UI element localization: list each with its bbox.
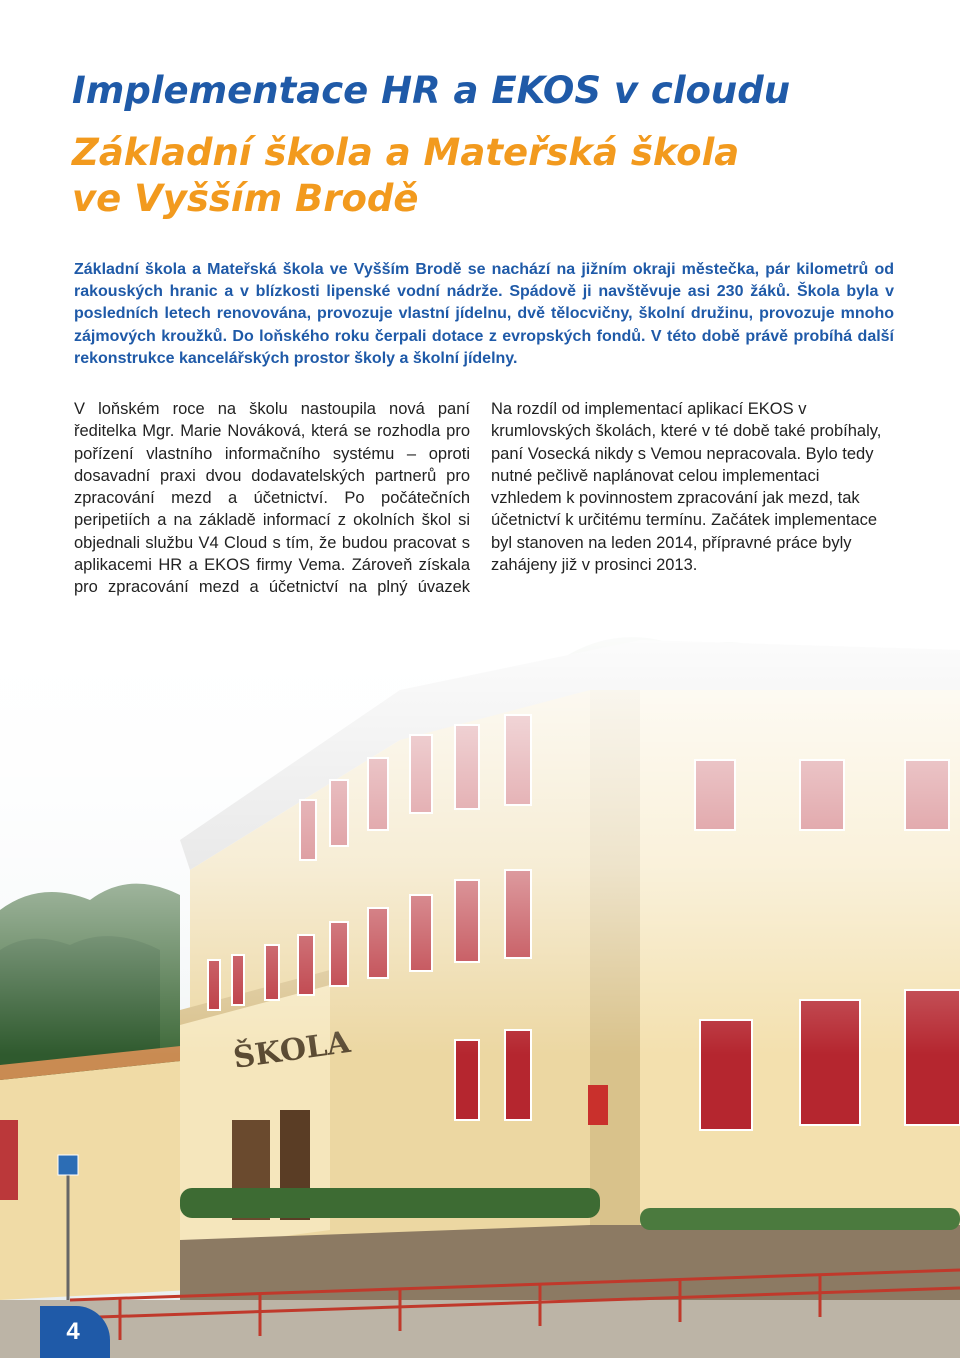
intro-paragraph: Základní škola a Mateřská škola ve Vyšším Brodě se nachází na jižním okraji městečka, pár kilometrů od rakouských hranic a v blízkosti lipenské vodní nádrže. Spádově ji navštěvuje asi 230 žáků. Škola byla v posledních letech renovována, provozuje vlastní jídelnu, dvě tělocvičny, školní družinu, provozuje mnoho zájmových kroužků. Do loňského roku čerpali dotace z evropských fondů. V této době právě probíhá další rekonstrukce kancelářských prostor školy a školní jídelny. — [74, 261, 894, 367]
school-building-photo — [0, 600, 960, 1358]
subtitle-line-1: Základní škola a Mateřská škola — [72, 131, 740, 174]
subtitle-line-2: ve Vyšším Brodě — [72, 177, 419, 220]
page-number: 4 — [66, 1318, 80, 1345]
page-title: Implementace HR a EKOS v cloudu — [72, 69, 791, 112]
left-column-text: V loňském roce na školu nastoupila nová paní ředitelka Mgr. Marie Nováková, která se rozhodla pro pořízení vlastního informačního systému – oproti dosavadní praxi dvou dodavatelských partnerů pro zpracování mezd a účetnictví. Po počátečních peripetiích a na základě informací z okolních škol si objednali službu V4 Cloud s tím, že budou pracovat s aplikacemi HR a EKOS firmy Vema. Zároveň získala pro zpracování mezd a účetnictví na plný úvazek — [74, 400, 470, 597]
right-column-text: Na rozdíl od implementací aplikací EKOS v krumlovských školách, které v té době také probíhaly, paní Vosecká nikdy s Vemou nepracovala. Bylo tedy nutné pečlivě naplánovat celou implementaci vzhledem k povinnostem zpracování jak mezd, tak účetnictví k určitému termínu. Začátek implementace byl stanoven na leden 2014, přípravné práce byly zahájeny již v prosinci 2013. — [491, 400, 882, 575]
